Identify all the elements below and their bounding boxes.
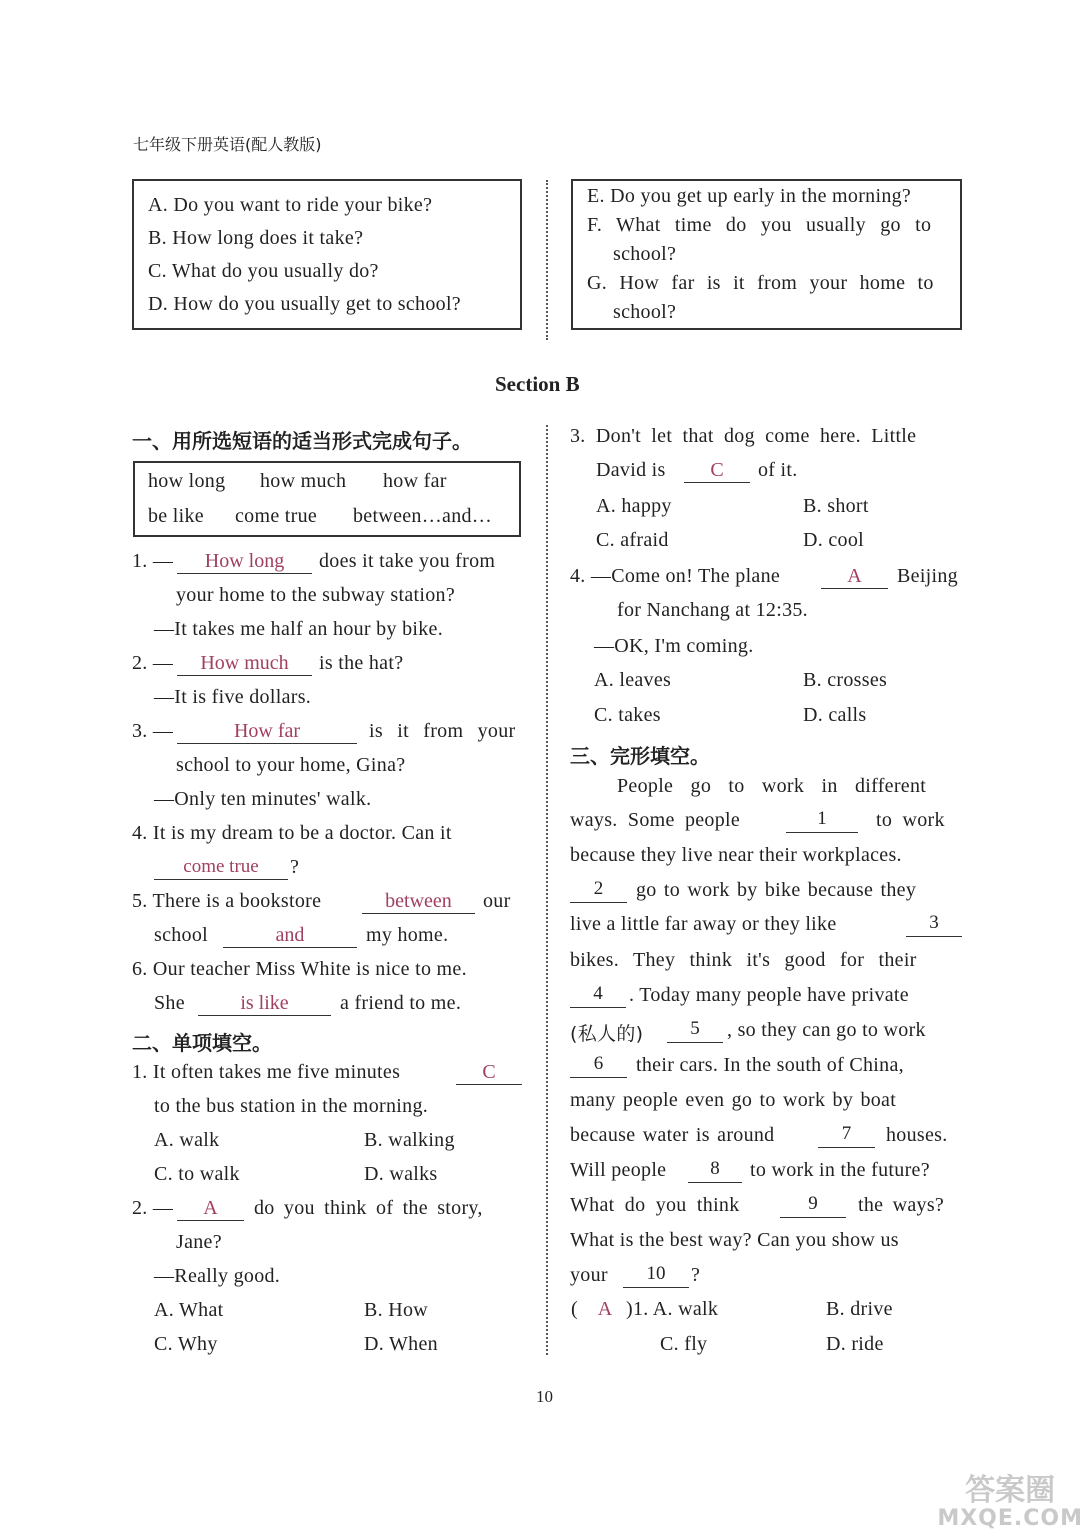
p3-blank10 (623, 1287, 689, 1288)
phrase-how-long: how long (148, 470, 226, 492)
p1-q5-our: our (483, 890, 511, 912)
p3-blank3 (906, 936, 962, 937)
option-f-cont: school? (613, 243, 677, 265)
p3-blank8 (688, 1182, 742, 1183)
p2-q1-opt-d: D. walks (364, 1163, 438, 1185)
p2-q2-num: 2. — (132, 1197, 174, 1219)
p2-q4-text: 4. —Come on! The plane (570, 565, 781, 587)
p2-q2-opt-a: A. What (154, 1299, 224, 1321)
p1-q3-answer: How far (233, 720, 301, 742)
p1-q2-line2: —It is five dollars. (154, 686, 312, 708)
p2-q4-blank (821, 588, 888, 589)
p3-line11a: because water is around (570, 1124, 775, 1146)
p1-q6-text: 6. Our teacher Miss White is nice to me. (132, 958, 467, 980)
p1-q2-num: 2. — (132, 652, 174, 674)
p1-q2-text: is the hat? (319, 652, 404, 674)
p2-q2-line3: —Really good. (154, 1265, 281, 1287)
p2-q4-answer: A (847, 565, 862, 587)
p3-blank1-num: 1 (817, 808, 827, 829)
p1-q5-text: 5. There is a bookstore (132, 890, 322, 912)
p1-q6-blank (198, 1015, 331, 1016)
p1-q6-answer: is like (240, 992, 289, 1014)
option-g-cont: school? (613, 301, 677, 323)
p2-q2-line2: Jane? (176, 1231, 222, 1253)
phrase-how-far: how far (383, 470, 447, 492)
p1-q5-end: my home. (366, 924, 449, 946)
p3-line7: . Today many people have private (629, 984, 909, 1006)
part2-heading: 二、单项填空。 (132, 1031, 272, 1055)
p3-line2b: to work (876, 809, 945, 831)
p2-q1-opt-c: C. to walk (154, 1163, 240, 1185)
p3-line8a: (私人的) (570, 1023, 644, 1045)
p2-q4-beijing: Beijing (897, 565, 958, 587)
p2-q4-line3: —OK, I'm coming. (594, 635, 754, 657)
p1-q5-answer1: between (385, 890, 452, 912)
p2-q2-text: do you think of the story, (254, 1197, 483, 1219)
p2-q2-answer: A (203, 1197, 218, 1219)
watermark-line2: MXQE.COM (937, 1505, 1083, 1531)
book-header: 七年级下册英语(配人教版) (133, 135, 322, 154)
p3-blank10-num: 10 (646, 1263, 666, 1284)
p2-q3-answer: C (710, 459, 724, 481)
option-f: F. What time do you usually go to (587, 214, 932, 236)
phrase-how-much: how much (260, 470, 347, 492)
option-a: A. Do you want to ride your bike? (148, 194, 433, 216)
p2-q3-end: of it. (758, 459, 798, 481)
p3-blank7 (818, 1147, 875, 1148)
p2-q3-david: David is (596, 459, 666, 481)
p3-line14: What is the best way? Can you show us (570, 1229, 899, 1251)
p2-q3-blank (684, 482, 750, 483)
section-title: Section B (495, 372, 580, 396)
p2-q4-opt-b: B. crosses (803, 669, 888, 691)
p1-q6-she: She (154, 992, 185, 1014)
p3-line12b: to work in the future? (750, 1159, 930, 1181)
p3-q1-opt-a: )1. A. walk (626, 1298, 719, 1320)
p1-q4-end: ? (290, 856, 300, 878)
p2-q4-opt-c: C. takes (594, 704, 661, 726)
p3-line9: their cars. In the south of China, (636, 1054, 904, 1076)
p1-q5-blank2 (223, 947, 357, 948)
p3-blank1 (786, 832, 858, 833)
phrase-come-true: come true (235, 505, 318, 527)
p2-q1-answer: C (482, 1061, 496, 1083)
watermark-logo (937, 1475, 1083, 1530)
p3-blank2 (570, 902, 627, 903)
option-g: G. How far is it from your home to (587, 272, 934, 294)
part3-heading: 三、完形填空。 (570, 744, 710, 768)
p3-blank9 (780, 1217, 846, 1218)
p2-q4-line2: for Nanchang at 12:35. (617, 599, 808, 621)
p2-q3-opt-d: D. cool (803, 529, 864, 551)
p3-blank7-num: 7 (841, 1123, 852, 1144)
phrase-be-like: be like (148, 505, 204, 527)
p3-blank2-num: 2 (593, 878, 604, 899)
p2-q4-opt-d: D. calls (803, 704, 867, 726)
p3-line15a: your (570, 1264, 608, 1286)
p3-line6: bikes. They think it's good for their (570, 949, 917, 971)
p2-q1-opt-b: B. walking (364, 1129, 455, 1151)
p3-line2a: ways. Some people (570, 809, 741, 831)
p3-q1-opt-b: B. drive (826, 1298, 893, 1320)
p3-line3: because they live near their workplaces. (570, 844, 902, 866)
p2-q1-opt-a: A. walk (154, 1129, 220, 1151)
option-b: B. How long does it take? (148, 227, 364, 249)
p3-blank5 (667, 1042, 723, 1043)
p3-line15b: ? (691, 1264, 701, 1286)
p1-q5-school: school (154, 924, 209, 946)
p1-q2-blank (177, 675, 312, 676)
p3-blank4-num: 4 (593, 983, 603, 1004)
p3-q1-opt-d: D. ride (826, 1333, 884, 1355)
p1-q5-answer2: and (275, 924, 305, 946)
p2-q1-blank (456, 1084, 522, 1085)
p3-blank4 (570, 1007, 626, 1008)
watermark-line1: 答案圈 (965, 1473, 1056, 1509)
p2-q1-text: 1. It often takes me five minutes (132, 1061, 401, 1083)
p3-blank5-num: 5 (690, 1018, 700, 1039)
p1-q2-answer: How much (200, 652, 289, 674)
p1-q1-line3: —It takes me half an hour by bike. (154, 618, 444, 640)
option-d: D. How do you usually get to school? (148, 293, 461, 315)
p3-q1-paren: ( (571, 1298, 578, 1320)
p3-line10: many people even go to work by boat (570, 1089, 897, 1111)
p1-q4-answer: come true (183, 856, 259, 877)
p2-q2-opt-c: C. Why (154, 1333, 218, 1355)
p1-q6-end: a friend to me. (340, 992, 462, 1014)
p2-q1-line2: to the bus station in the morning. (154, 1095, 429, 1117)
option-e: E. Do you get up early in the morning? (587, 185, 912, 207)
p3-blank8-num: 8 (710, 1158, 720, 1179)
p1-q1-text: does it take you from (319, 550, 496, 572)
p2-q4-opt-a: A. leaves (594, 669, 672, 691)
p1-q3-line2: school to your home, Gina? (176, 754, 406, 776)
p2-q3-opt-b: B. short (803, 495, 869, 517)
p3-line11b: houses. (886, 1124, 948, 1146)
p2-q2-opt-b: B. How (364, 1299, 429, 1321)
p1-q3-text: is it from your (369, 720, 516, 742)
p1-q1-answer: How long (204, 550, 285, 572)
p1-q1-blank (177, 573, 312, 574)
p2-q3-opt-a: A. happy (596, 495, 672, 517)
p3-line8b: , so they can go to work (727, 1019, 926, 1041)
p3-blank6-num: 6 (593, 1053, 604, 1074)
p3-blank3-num: 3 (929, 912, 939, 933)
page-number: 10 (536, 1387, 553, 1406)
p3-line13a: What do you think (570, 1194, 740, 1216)
p1-q5-blank1 (362, 913, 475, 914)
p3-q1-answer: A (597, 1298, 613, 1320)
p3-line5: live a little far away or they like (570, 913, 837, 935)
p1-q3-line3: —Only ten minutes' walk. (154, 788, 372, 810)
p3-q1-opt-c: C. fly (660, 1333, 708, 1355)
p3-blank6 (570, 1077, 627, 1078)
p3-line1: People go to work in different (617, 775, 927, 797)
p3-line13b: the ways? (858, 1194, 945, 1216)
p2-q2-blank (177, 1220, 244, 1221)
p1-q4-blank (154, 879, 288, 880)
p2-q3-text: 3. Don't let that dog come here. Little (570, 425, 917, 447)
column-divider-top (546, 180, 548, 340)
p2-q3-opt-c: C. afraid (596, 529, 669, 551)
p1-q4-text: 4. It is my dream to be a doctor. Can it (132, 822, 452, 844)
p3-line12a: Will people (570, 1159, 667, 1181)
p1-q1-num: 1. — (132, 550, 174, 572)
p1-q3-blank (177, 743, 357, 744)
p3-line4: go to work by bike because they (636, 879, 917, 901)
option-c: C. What do you usually do? (148, 260, 379, 282)
part1-heading: 一、用所选短语的适当形式完成句子。 (132, 429, 472, 453)
column-divider-main (546, 425, 548, 1355)
p2-q2-opt-d: D. When (364, 1333, 438, 1355)
p1-q3-num: 3. — (132, 720, 174, 742)
phrase-between-and: between…and… (353, 505, 493, 527)
p3-blank9-num: 9 (808, 1193, 818, 1214)
p1-q1-line2: your home to the subway station? (176, 584, 455, 606)
